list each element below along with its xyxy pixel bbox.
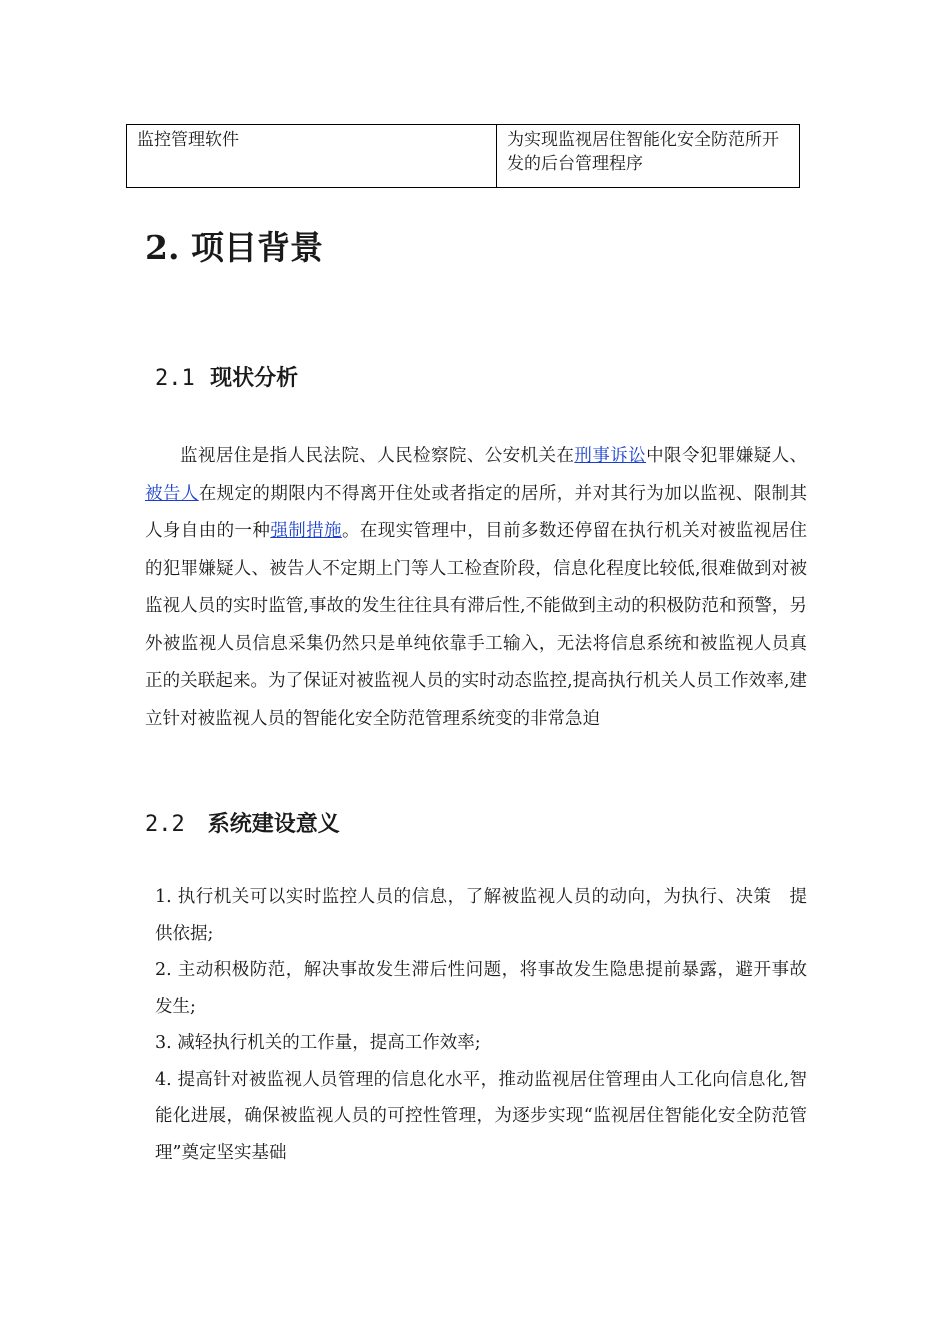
term-cell: 监控管理软件 [127, 125, 497, 188]
subsection-heading-significance [145, 807, 340, 838]
section-title: 2. 项目背景 [145, 228, 323, 267]
table-row [127, 125, 800, 188]
link-criminal-procedure[interactable]: 刑事诉讼 [574, 446, 647, 466]
subsection-number: 2.1 [155, 366, 195, 391]
list-item: 4. 提高针对被监视人员管理的信息化水平，推动监视居住管理由人工化向信息化,智能化进展，确保被监视人员的可控性管理，为逐步实现“监视居住智能化安全防范管理”奠定坚实基础 [155, 1069, 807, 1163]
definition-cell: 为实现监视居住智能化安全防范所开发的后台管理程序 [497, 125, 800, 188]
list-item: 2. 主动积极防范，解决事故发生滞后性问题，将事故发生隐患提前暴露，避开事故发生; [155, 960, 807, 1017]
para-text: 监视居住是指人民法院、人民检察院、公安机关在 [180, 446, 575, 466]
definition-table [126, 124, 800, 188]
list-item: 1. 执行机关可以实时监控人员的信息，了解被监视人员的动向，为执行、决策 提供依据; [155, 887, 807, 944]
para-text: 。在现实管理中，目前多数还停留在执行机关对被监视居住的犯罪嫌疑人、被告人不定期上门等人工检查阶段，信息化程度比较低,很难做到对被监视人员的实时监管,事故的发生往往具有滞后性,不能做到主动的积极防范和预警，另外被监视人员信息采集仍然只是单纯依靠手工输入，无法将信息系统和被监视人员真正的关联起来。为了保证对被监视人员的实时动态监控,提高执行机关人员工作效率,建立针对被监视人员的智能化安全防范管理系统变的非常急迫 [145, 521, 808, 729]
subsection-title: 现状分析 [210, 365, 299, 391]
para-text: 中限令犯罪嫌疑人、 [646, 446, 808, 466]
status-paragraph [145, 438, 807, 738]
significance-list [155, 879, 807, 1171]
subsection-number: 2.2 [145, 812, 185, 837]
link-coercive-measures[interactable]: 强制措施 [270, 521, 342, 541]
subsection-heading-status [155, 361, 298, 392]
link-defendant[interactable]: 被告人 [145, 483, 199, 504]
subsection-title: 系统建设意义 [207, 811, 340, 837]
list-item: 3. 减轻执行机关的工作量，提高工作效率; [155, 1033, 481, 1053]
para-text: 在规定的期限内不得离开住处或者指定的居所，并对其行为加以监视、限制其人身自由的一种 [145, 483, 808, 541]
